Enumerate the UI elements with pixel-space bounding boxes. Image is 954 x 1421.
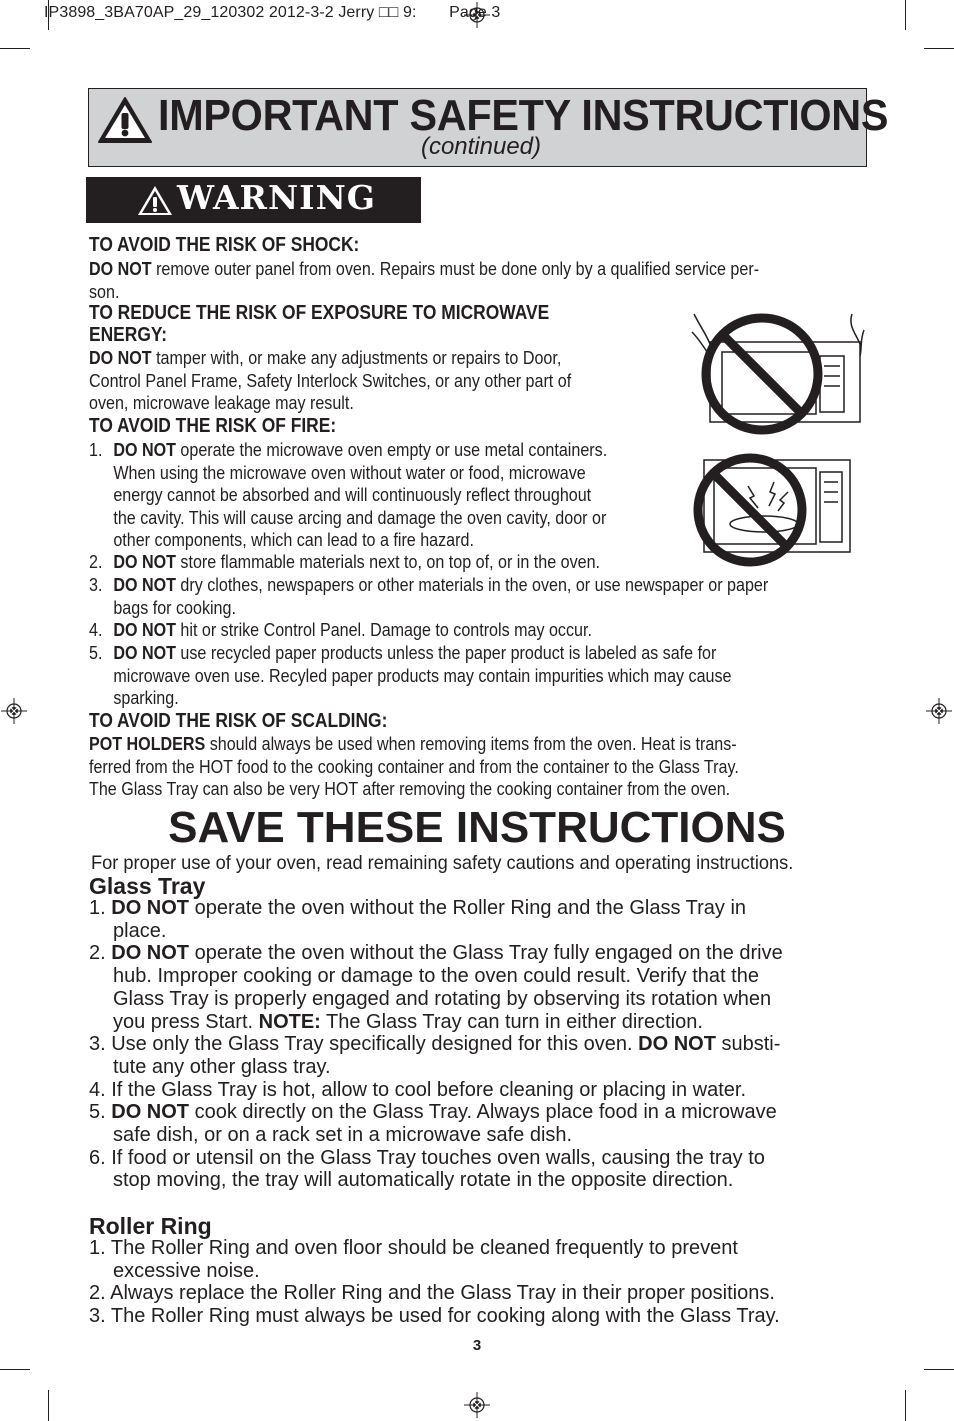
do-not-lead: DO NOT: [113, 439, 176, 460]
fire-item-line: operate the microwave oven empty or use metal containers.: [175, 439, 608, 460]
scalding-line: ferred from the HOT food to the cooking container and from the container to the Glass Tray.: [89, 755, 739, 777]
item-number: 1.: [89, 439, 103, 460]
print-slug: [44, 4, 500, 22]
item-number: 3.: [89, 574, 103, 595]
list-text: 4. If the Glass Tray is hot, allow to cool before cleaning or placing in water.: [89, 1078, 747, 1101]
no-empty-operation-illustration: [692, 446, 854, 568]
fire-item-line: store flammable materials next to, on top of, or in the oven.: [175, 551, 601, 572]
list-text: 1. The Roller Ring and oven floor should be cleaned frequently to prevent: [89, 1237, 738, 1259]
fire-item: [89, 642, 732, 710]
fire-item-line: When using the microwave oven without water or food, microwave: [113, 461, 586, 483]
do-not-lead: DO NOT: [111, 1101, 190, 1124]
scalding-heading: TO AVOID THE RISK OF SCALDING:: [89, 710, 388, 732]
list-text: 2.: [89, 942, 112, 965]
registration-mark-icon: [464, 1392, 490, 1418]
do-not-lead: DO NOT: [89, 258, 152, 279]
slug-text: IP3898_3BA70AP_29_120302 2012-3-2 Jerry □□ 9:: [44, 4, 417, 21]
crop-mark: [924, 48, 954, 49]
list-text: 6. If food or utensil on the Glass Tray touches oven walls, causing the tray to: [89, 1146, 765, 1169]
fire-item-line: sparking.: [113, 687, 179, 708]
do-not-lead: DO NOT: [111, 897, 190, 919]
exposure-heading-line: TO REDUCE THE RISK OF EXPOSURE TO MICROWAVE: [89, 302, 550, 324]
list-text: substi-: [715, 1033, 781, 1056]
list-text: 2. Always replace the Roller Ring and the Glass Tray in their proper positions.: [89, 1282, 775, 1305]
do-not-lead: DO NOT: [113, 551, 176, 572]
list-text: 5.: [89, 1101, 112, 1124]
crop-mark: [924, 1369, 954, 1370]
save-instructions-title: SAVE THESE INSTRUCTIONS: [168, 803, 786, 852]
banner-title: IMPORTANT SAFETY INSTRUCTIONS: [158, 91, 889, 140]
list-text: tute any other glass tray.: [113, 1055, 331, 1078]
shock-text: [89, 258, 759, 303]
list-text: 1.: [89, 897, 112, 919]
list-text: safe dish, or on a rack set in a microwave safe dish.: [113, 1124, 573, 1147]
fire-item: [89, 574, 768, 619]
shock-heading: TO AVOID THE RISK OF SHOCK:: [89, 234, 360, 256]
list-text: 3. The Roller Ring must always be used for cooking along with the Glass Tray.: [89, 1305, 780, 1328]
exposure-heading-line: ENERGY:: [89, 324, 167, 346]
fire-item: [89, 439, 607, 552]
crop-mark: [0, 48, 30, 49]
intro-text: For proper use of your oven, read remaining safety cautions and operating instructions.: [91, 852, 794, 874]
list-text: cook directly on the Glass Tray. Always place food in a microwave: [189, 1101, 777, 1124]
do-not-lead: DO NOT: [113, 574, 176, 595]
item-number: 2.: [89, 551, 103, 572]
list-text: operate the oven without the Glass Tray fully engaged on the drive: [189, 942, 783, 965]
list-text: place.: [113, 919, 167, 942]
crop-mark: [905, 1390, 906, 1421]
pot-holders-lead: POT HOLDERS: [89, 733, 206, 754]
slug-page: Page 3: [449, 4, 501, 21]
fire-item-line: dry clothes, newspapers or other materials in the oven, or use newspaper or paper: [175, 574, 769, 595]
shock-line: son.: [89, 280, 120, 302]
page-number: 3: [472, 1337, 482, 1354]
fire-item-line: bags for cooking.: [113, 596, 236, 618]
scalding-line: The Glass Tray can also be very HOT after removing the cooking container from the oven.: [89, 778, 731, 799]
warning-label: WARNING: [177, 178, 376, 217]
roller-ring-list: [89, 1237, 780, 1328]
crop-mark: [0, 1369, 30, 1370]
do-not-lead: DO NOT: [113, 619, 176, 640]
item-number: 4.: [89, 619, 103, 640]
exposure-text: [89, 347, 571, 415]
do-not-lead: DO NOT: [113, 642, 176, 663]
list-text: hub. Improper cooking or damage to the oven could result. Verify that the: [113, 965, 759, 988]
do-not-lead: DO NOT: [111, 942, 190, 965]
item-number: 5.: [89, 642, 103, 663]
scalding-text: [89, 733, 739, 801]
list-text: you press Start.: [113, 1010, 259, 1033]
fire-item-line: energy cannot be absorbed and will continuously reflect throughout: [113, 484, 592, 505]
list-text: stop moving, the tray will automatically rotate in the opposite direction.: [113, 1169, 734, 1192]
scalding-line: should always be used when removing items from the oven. Heat is trans-: [205, 733, 737, 754]
exposure-heading: [89, 302, 549, 346]
roller-ring-heading: Roller Ring: [89, 1213, 212, 1239]
fire-item-line: hit or strike Control Panel. Damage to controls may occur.: [175, 619, 592, 640]
registration-mark-icon: [926, 698, 952, 724]
registration-mark-icon: [1, 698, 27, 724]
fire-item-line: microwave oven use. Recyled paper products may contain impurities which may cause: [113, 664, 732, 686]
exposure-line: Control Panel Frame, Safety Interlock Switches, or any other part of: [89, 369, 572, 391]
fire-item: [89, 551, 600, 574]
shock-line: remove outer panel from oven. Repairs must be done only by a qualified service per-: [151, 258, 760, 279]
warning-triangle-icon: [137, 185, 173, 216]
glass-tray-list: [89, 897, 783, 1192]
fire-item-line: use recycled paper products unless the paper product is labeled as safe for: [175, 642, 717, 663]
list-text: excessive noise.: [113, 1259, 260, 1282]
do-not-lead: DO NOT: [638, 1033, 716, 1056]
do-not-lead: DO NOT: [89, 347, 152, 368]
banner-subtitle: [0, 133, 954, 161]
crop-mark: [905, 0, 906, 30]
fire-item: [89, 619, 592, 642]
fire-item-line: other components, which can lead to a fire hazard.: [113, 529, 474, 550]
fire-item-line: the cavity. This will cause arcing and damage the oven cavity, door or: [113, 506, 607, 528]
fire-heading: TO AVOID THE RISK OF FIRE:: [89, 415, 337, 437]
crop-mark: [48, 1390, 49, 1421]
list-text: 3. Use only the Glass Tray specifically designed for this oven.: [89, 1033, 639, 1056]
glass-tray-heading: Glass Tray: [89, 873, 206, 899]
banner-subtitle-text: (continued): [420, 133, 542, 160]
list-text: Glass Tray is properly engaged and rotating by observing its rotation when: [113, 987, 772, 1010]
list-text: operate the oven without the Roller Ring and the Glass Tray in: [189, 897, 747, 919]
list-text: The Glass Tray can turn in either direction.: [320, 1010, 703, 1033]
no-lift-microwave-illustration: [686, 304, 866, 436]
note-label: NOTE:: [258, 1010, 321, 1033]
exposure-line: tamper with, or make any adjustments or repairs to Door,: [151, 347, 562, 368]
exposure-line: oven, microwave leakage may result.: [89, 392, 354, 413]
